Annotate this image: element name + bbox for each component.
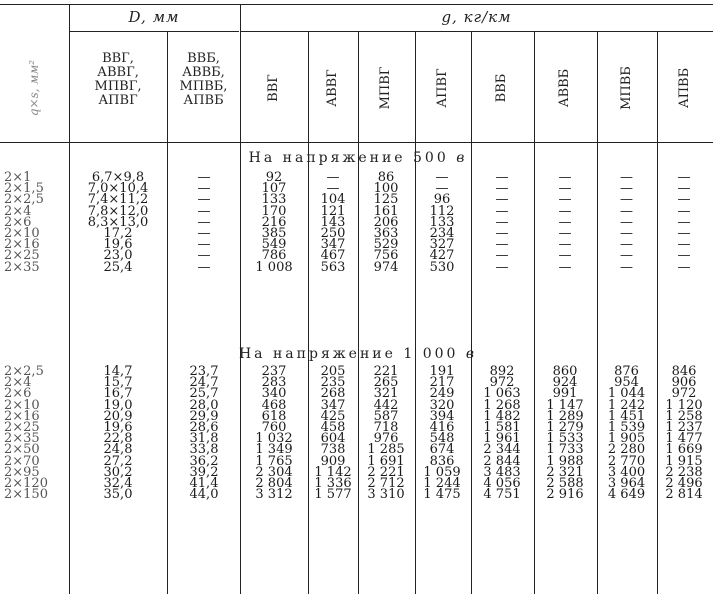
weight-cell: — <box>495 170 509 185</box>
weight-cell: 836 <box>429 453 455 469</box>
weight-cell: 347 <box>320 397 346 413</box>
weight-cell: 2 588 <box>546 476 584 491</box>
diameter-cell: 23,0 <box>103 248 133 264</box>
weight-cell: 1 008 <box>255 259 293 275</box>
column-rule <box>534 31 535 594</box>
weight-cell: 250 <box>320 226 346 241</box>
weight-cell: 394 <box>429 408 455 424</box>
weight-cell: 1 581 <box>483 420 521 435</box>
diameter-cell: 31,8 <box>189 431 219 447</box>
row-size-cell: 2×70 <box>4 453 40 469</box>
diameter-cell: 35,0 <box>103 487 133 503</box>
weight-cell: 976 <box>373 431 399 447</box>
diameter-cell: 33,8 <box>189 442 219 458</box>
section-title-500: На напряжение 500 в <box>248 150 465 166</box>
header-top-rule <box>0 4 713 5</box>
row-size-cell: 2×6 <box>4 386 32 402</box>
weight-cell: 100 <box>373 181 399 197</box>
weight-cell: — <box>435 181 449 197</box>
weight-cell: 468 <box>261 397 287 413</box>
diameter-cell: 27,2 <box>103 453 133 469</box>
weight-cell: 2 770 <box>607 453 646 469</box>
g-column-header: МПВБ <box>619 66 634 110</box>
weight-cell: 96 <box>433 192 451 208</box>
weight-cell: 718 <box>373 420 399 435</box>
weight-cell: 1 349 <box>255 442 293 458</box>
row-size-cell: 2×16 <box>4 237 40 253</box>
weight-cell: 846 <box>671 364 697 379</box>
row-size-cell: 2×1 <box>4 170 32 185</box>
row-size-cell: 2×4 <box>4 203 32 219</box>
g-column-header: ВВБ <box>494 73 509 103</box>
weight-cell: — <box>495 192 509 208</box>
weight-cell: 3 400 <box>607 464 646 480</box>
row-size-cell: 2×10 <box>4 397 40 413</box>
weight-cell: — <box>558 226 572 241</box>
weight-cell: 235 <box>320 375 346 391</box>
weight-cell: — <box>558 248 572 264</box>
diameter-cell: 15,7 <box>103 375 133 391</box>
diameter-cell: 30,2 <box>103 464 133 480</box>
weight-cell: 892 <box>489 364 515 379</box>
weight-cell: 587 <box>373 408 399 424</box>
weight-cell: 876 <box>614 364 639 379</box>
g-column-header: ВВГ <box>266 74 281 102</box>
weight-cell: 2 221 <box>367 464 405 480</box>
weight-cell: 191 <box>429 364 455 379</box>
weight-cell: — <box>620 203 633 219</box>
row-size-cell: 2×25 <box>4 248 40 264</box>
diameter-cell: 19,6 <box>103 420 133 435</box>
weight-cell: 327 <box>429 237 455 253</box>
weight-cell: — <box>558 181 572 197</box>
diameter-cell: 17,2 <box>103 226 133 241</box>
weight-cell: 3 310 <box>367 487 405 503</box>
weight-cell: 1 477 <box>665 431 703 447</box>
d-group2-header: ВВБ, АВВБ, МПВБ, АПВБ <box>179 51 228 108</box>
weight-cell: 121 <box>320 203 346 219</box>
weight-cell: 2 804 <box>255 476 293 491</box>
weight-cell: — <box>620 170 633 185</box>
g-column-header: АВВБ <box>557 68 572 108</box>
weight-cell: 924 <box>552 375 578 391</box>
column-rule <box>597 31 598 594</box>
diameter-cell: — <box>197 259 211 275</box>
column-rule <box>308 31 309 594</box>
weight-cell: 1 244 <box>423 476 461 491</box>
weight-cell: 467 <box>320 248 346 264</box>
weight-cell: — <box>435 170 449 185</box>
weight-cell: 1 915 <box>665 453 703 469</box>
weight-cell: 4 751 <box>483 487 521 503</box>
column-rule <box>358 31 359 594</box>
weight-cell: — <box>558 214 572 230</box>
weight-cell: — <box>495 214 509 230</box>
diameter-cell: — <box>197 203 211 219</box>
weight-cell: — <box>677 203 691 219</box>
weight-cell: 320 <box>429 397 455 413</box>
section-title-1000: На напряжение 1 000 в <box>238 346 475 362</box>
weight-cell: — <box>620 226 633 241</box>
weight-cell: 206 <box>373 214 399 230</box>
diameter-cell: 29,9 <box>189 408 219 424</box>
weight-cell: 363 <box>373 226 399 241</box>
row-size-cell: 2×35 <box>4 431 40 447</box>
diameter-cell: 25,4 <box>103 259 133 275</box>
weight-cell: 3 964 <box>607 476 646 491</box>
weight-cell: 133 <box>261 192 287 208</box>
weight-cell: — <box>495 181 509 197</box>
g-column-header: АВВГ <box>325 69 340 107</box>
diameter-cell: — <box>197 214 211 230</box>
weight-cell: 1 533 <box>546 431 584 447</box>
weight-cell: 972 <box>489 375 515 391</box>
weight-cell: 1 669 <box>665 442 703 458</box>
diameter-cell: 7,8×12,0 <box>87 203 149 219</box>
weight-cell: 3 312 <box>255 487 293 503</box>
weight-cell: 205 <box>320 364 346 379</box>
weight-cell: 604 <box>320 431 346 447</box>
row-size-cell: 2×6 <box>4 214 32 230</box>
row-size-cell: 2×16 <box>4 408 40 424</box>
weight-cell: — <box>677 192 691 208</box>
row-size-cell: 2×35 <box>4 259 40 275</box>
weight-cell: 265 <box>373 375 399 391</box>
weight-cell: 529 <box>373 237 399 253</box>
weight-cell: 1 285 <box>367 442 405 458</box>
row-size-cell: 2×1,5 <box>4 181 44 197</box>
weight-cell: 1 988 <box>546 453 584 469</box>
row-size-cell: 2×120 <box>4 476 48 491</box>
weight-cell: — <box>495 203 509 219</box>
weight-cell: 216 <box>261 214 287 230</box>
row-size-cell: 2×150 <box>4 487 48 503</box>
weight-cell: 991 <box>552 386 578 402</box>
column-rule <box>167 31 168 594</box>
weight-cell: 442 <box>373 397 399 413</box>
weight-cell: — <box>677 181 691 197</box>
weight-cell: — <box>495 226 509 241</box>
g-column-header: АПВБ <box>677 67 692 109</box>
weight-cell: 234 <box>429 226 455 241</box>
weight-cell: 2 844 <box>483 453 521 469</box>
weight-cell: 1 258 <box>665 408 703 424</box>
weight-cell: 112 <box>429 203 455 219</box>
column-rule <box>415 31 416 594</box>
weight-cell: — <box>495 248 509 264</box>
weight-cell: 427 <box>429 248 455 264</box>
row-size-cell: 2×95 <box>4 464 40 480</box>
weight-cell: — <box>620 192 633 208</box>
g-header: g, кг/км <box>441 8 512 26</box>
weight-cell: 249 <box>429 386 455 402</box>
weight-cell: 760 <box>261 420 287 435</box>
weight-cell: 1 961 <box>483 431 521 447</box>
diameter-cell: 7,0×10,4 <box>87 181 149 197</box>
weight-cell: 2 344 <box>483 442 521 458</box>
weight-cell: 1 279 <box>546 420 584 435</box>
weight-cell: — <box>620 259 633 275</box>
column-rule <box>471 31 472 594</box>
weight-cell: 1 733 <box>546 442 584 458</box>
weight-cell: 1 475 <box>423 487 461 503</box>
weight-cell: 1 120 <box>665 397 703 413</box>
weight-cell: 2 712 <box>367 476 405 491</box>
diameter-cell: — <box>197 181 211 197</box>
weight-cell: — <box>495 237 509 253</box>
column-rule <box>657 31 658 594</box>
weight-cell: 268 <box>320 386 346 402</box>
diameter-cell: 19,0 <box>103 397 133 413</box>
d-header-underline <box>69 31 239 32</box>
weight-cell: 425 <box>320 408 346 424</box>
diameter-cell: 19,6 <box>103 237 133 253</box>
weight-cell: 92 <box>265 170 283 185</box>
weight-cell: 143 <box>320 214 346 230</box>
row-size-cell: 2×2,5 <box>4 364 44 379</box>
weight-cell: 860 <box>552 364 578 379</box>
weight-cell: 133 <box>429 214 455 230</box>
g-column-header: МПВГ <box>378 66 393 110</box>
weight-cell: 906 <box>671 375 697 391</box>
diameter-cell: 44,0 <box>189 487 219 503</box>
weight-cell: — <box>558 203 572 219</box>
diameter-cell: — <box>197 237 211 253</box>
diameter-cell: 39,2 <box>189 464 219 480</box>
weight-cell: — <box>677 237 691 253</box>
diameter-cell: 28,0 <box>189 397 219 413</box>
weight-cell: 674 <box>429 442 455 458</box>
weight-cell: 786 <box>261 248 287 264</box>
weight-cell: 1 142 <box>314 464 352 480</box>
weight-cell: 974 <box>373 259 399 275</box>
diameter-cell: — <box>197 248 211 264</box>
weight-cell: 563 <box>320 259 346 275</box>
row-size-cell: 2×25 <box>4 420 40 435</box>
diameter-cell: — <box>197 226 211 241</box>
weight-cell: — <box>620 181 633 197</box>
weight-cell: — <box>620 237 633 253</box>
weight-cell: 1 237 <box>665 420 703 435</box>
weight-cell: 221 <box>373 364 399 379</box>
diameter-cell: 36,2 <box>189 453 219 469</box>
weight-cell: 237 <box>261 364 287 379</box>
weight-cell: — <box>558 237 572 253</box>
weight-cell: 618 <box>261 408 287 424</box>
weight-cell: — <box>677 259 691 275</box>
row-size-cell: 2×4 <box>4 375 32 391</box>
weight-cell: 3 483 <box>483 464 521 480</box>
weight-cell: 1 336 <box>314 476 352 491</box>
diameter-cell: — <box>197 192 211 208</box>
weight-cell: 2 814 <box>665 487 703 503</box>
row-size-cell: 2×10 <box>4 226 40 241</box>
weight-cell: — <box>326 170 340 185</box>
weight-cell: — <box>620 214 633 230</box>
weight-cell: — <box>558 259 572 275</box>
weight-cell: 1 765 <box>255 453 293 469</box>
d-header: D, мм <box>128 8 180 26</box>
diameter-cell: 28,6 <box>189 420 219 435</box>
weight-cell: 2 280 <box>607 442 646 458</box>
weight-cell: 1 063 <box>483 386 521 402</box>
diameter-cell: 23,7 <box>189 364 219 379</box>
weight-cell: 549 <box>261 237 287 253</box>
weight-cell: 2 238 <box>665 464 703 480</box>
weight-cell: 738 <box>320 442 346 458</box>
weight-cell: 340 <box>261 386 287 402</box>
weight-cell: 1 691 <box>367 453 405 469</box>
weight-cell: 104 <box>320 192 346 208</box>
diameter-cell: 8,3×13,0 <box>87 214 149 230</box>
diameter-cell: 20,9 <box>103 408 133 424</box>
weight-cell: — <box>495 259 509 275</box>
diameter-cell: 24,8 <box>103 442 133 458</box>
weight-cell: 972 <box>671 386 697 402</box>
weight-cell: 458 <box>320 420 346 435</box>
weight-cell: 1 482 <box>483 408 521 424</box>
weight-cell: 2 916 <box>546 487 584 503</box>
weight-cell: — <box>677 226 691 241</box>
weight-cell: 125 <box>373 192 399 208</box>
weight-cell: 4 649 <box>607 487 646 503</box>
weight-cell: 1 044 <box>607 386 646 402</box>
weight-cell: 1 242 <box>607 397 646 413</box>
weight-cell: 217 <box>429 375 455 391</box>
diameter-cell: 14,7 <box>103 364 133 379</box>
weight-cell: 385 <box>261 226 287 241</box>
weight-cell: — <box>677 214 691 230</box>
diameter-cell: 22,8 <box>103 431 133 447</box>
diameter-cell: 32,4 <box>103 476 133 491</box>
weight-cell: — <box>677 170 691 185</box>
weight-cell: — <box>620 248 633 264</box>
weight-cell: 321 <box>373 386 399 402</box>
weight-cell: — <box>326 181 340 197</box>
g-column-header: АПВГ <box>435 68 450 108</box>
column-rule <box>240 4 241 594</box>
diameter-cell: 6,7×9,8 <box>91 170 145 185</box>
weight-cell: 107 <box>261 181 287 197</box>
row-size-cell: 2×50 <box>4 442 40 458</box>
weight-cell: 909 <box>320 453 346 469</box>
weight-cell: 2 304 <box>255 464 293 480</box>
weight-cell: 1 147 <box>546 397 584 413</box>
g-header-underline <box>240 31 713 32</box>
row-size-cell: 2×2,5 <box>4 192 44 208</box>
weight-cell: 2 496 <box>665 476 703 491</box>
weight-cell: 283 <box>261 375 287 391</box>
diameter-cell: 24,7 <box>189 375 219 391</box>
weight-cell: 1 539 <box>607 420 646 435</box>
weight-cell: 86 <box>377 170 395 185</box>
weight-cell: 4 056 <box>483 476 521 491</box>
diameter-cell: 16,7 <box>103 386 133 402</box>
weight-cell: 530 <box>429 259 455 275</box>
diameter-cell: 41,4 <box>189 476 219 491</box>
weight-cell: 2 321 <box>546 464 584 480</box>
weight-cell: — <box>558 170 572 185</box>
weight-cell: 954 <box>614 375 639 391</box>
weight-cell: 170 <box>261 203 287 219</box>
weight-cell: 416 <box>429 420 455 435</box>
size-column-header: q×s, мм² <box>27 59 41 117</box>
weight-cell: 1 032 <box>255 431 293 447</box>
weight-cell: 1 289 <box>546 408 584 424</box>
weight-cell: — <box>558 192 572 208</box>
diameter-cell: 7,4×11,2 <box>87 192 149 208</box>
weight-cell: 1 451 <box>607 408 646 424</box>
diameter-cell: — <box>197 170 211 185</box>
diameter-cell: 25,7 <box>189 386 219 402</box>
weight-cell: 161 <box>373 203 399 219</box>
weight-cell: 1 059 <box>423 464 461 480</box>
weight-cell: 548 <box>429 431 455 447</box>
weight-cell: 1 577 <box>314 487 352 503</box>
weight-cell: 347 <box>320 237 346 253</box>
weight-cell: — <box>677 248 691 264</box>
weight-cell: 1 268 <box>483 397 521 413</box>
weight-cell: 1 905 <box>607 431 646 447</box>
weight-cell: 756 <box>373 248 399 264</box>
d-group1-header: ВВГ, АВВГ, МПВГ, АПВГ <box>94 51 142 108</box>
header-bottom-rule <box>0 142 713 143</box>
